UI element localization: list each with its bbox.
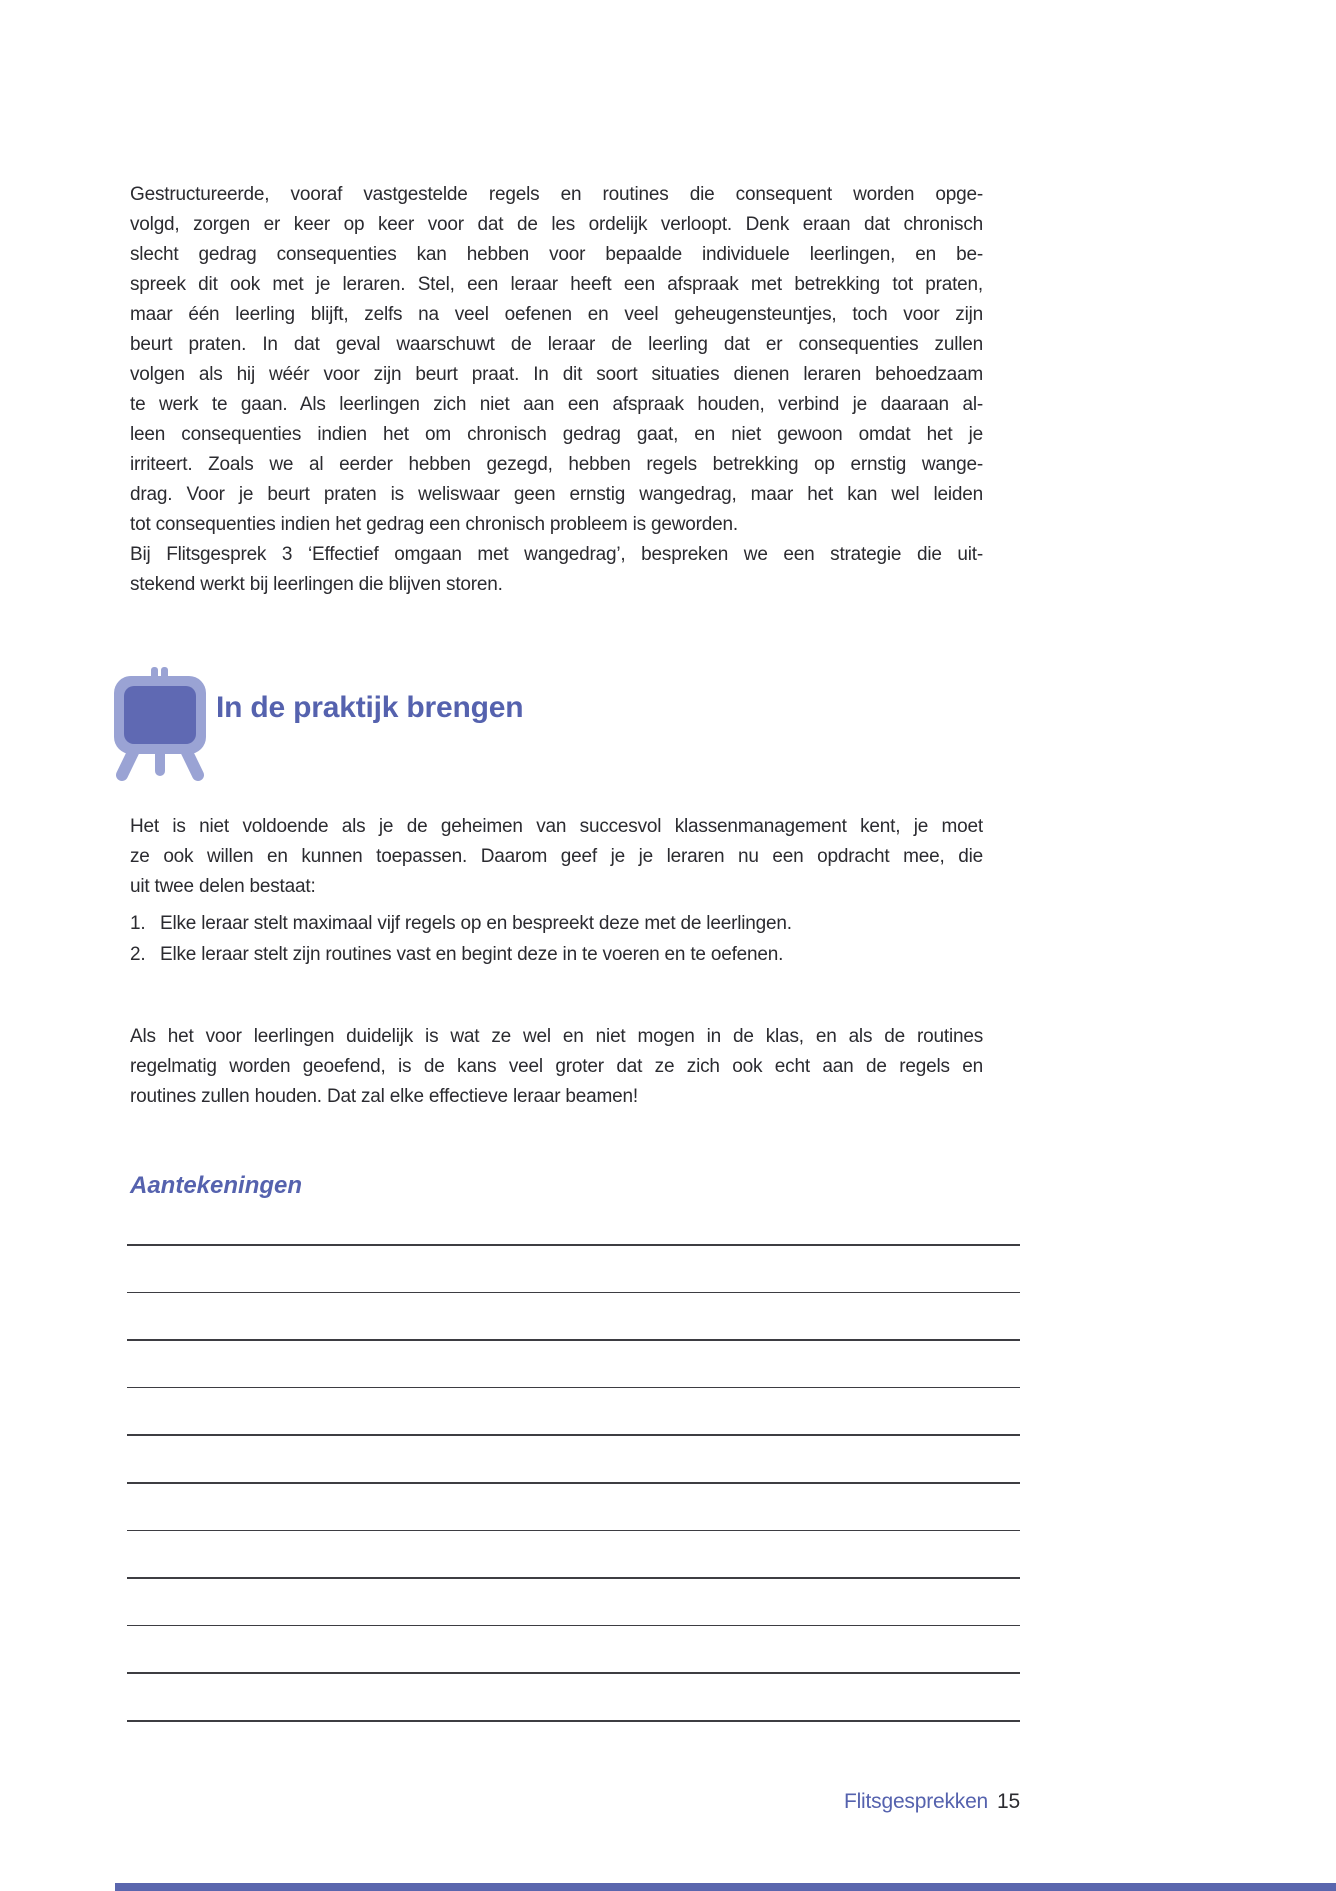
- list-item-text: Elke leraar stelt maximaal vijf regels op en bespreekt deze met de leerlingen.: [160, 913, 792, 934]
- whiteboard-easel-icon: [110, 664, 210, 784]
- practice-heading: In de praktijk brengen: [216, 691, 524, 724]
- note-ruled-line: [127, 1672, 1020, 1674]
- text-line: volgen als hij wéér voor zijn beurt praat. In dit soort situaties dienen leraren behoedzaam: [130, 364, 983, 385]
- text-line: Gestructureerde, vooraf vastgestelde regels en routines die consequent worden opge-: [130, 184, 983, 205]
- book-title: Flitsgesprekken: [843, 1790, 989, 1813]
- text-line: irriteert. Zoals we al eerder hebben gezegd, hebben regels betrekking op ernstig wange-: [130, 454, 983, 475]
- text-line: Bij Flitsgesprek 3 ‘Effectief omgaan met wangedrag’, bespreken we een strategie die uit-: [130, 544, 983, 565]
- intro-paragraph-2: [130, 540, 983, 600]
- list-item-number: 2.: [130, 944, 146, 965]
- text-line: spreek dit ook met je leraren. Stel, een leraar heeft een afspraak met betrekking tot praten,: [130, 274, 983, 295]
- page-footer: [130, 1789, 1020, 1815]
- note-ruled-line: [127, 1482, 1020, 1484]
- list-item-number: 1.: [130, 913, 146, 934]
- text-line: tot consequenties indien het gedrag een chronisch probleem is geworden.: [130, 514, 738, 535]
- text-line: regelmatig worden geoefend, is de kans veel groter dat ze zich ook echt aan de regels en: [130, 1056, 983, 1077]
- practice-section-header: [110, 664, 810, 786]
- note-ruled-line: [127, 1577, 1020, 1579]
- text-line: leen consequenties indien het om chronisch gedrag gaat, en niet gewoon omdat het je: [130, 424, 983, 445]
- practice-paragraph: [130, 812, 983, 902]
- text-line: ze ook willen en kunnen toepassen. Daarom geef je je leraren nu een opdracht mee, die: [130, 846, 983, 867]
- note-ruled-line: [127, 1292, 1020, 1294]
- text-line: maar één leerling blijft, zelfs na veel oefenen en veel geheugensteuntjes, toch voor zijn: [130, 304, 983, 325]
- text-line: Als het voor leerlingen duidelijk is wat ze wel en niet mogen in de klas, en als de routines: [130, 1026, 983, 1047]
- text-line: volgd, zorgen er keer op keer voor dat de les ordelijk verloopt. Denk eraan dat chronisch: [130, 214, 983, 235]
- text-line: uit twee delen bestaat:: [130, 876, 316, 897]
- notes-ruled-lines: [127, 1244, 1020, 1734]
- list-item: [130, 908, 983, 939]
- list-item-text: Elke leraar stelt zijn routines vast en begint deze in te voeren en te oefenen.: [160, 944, 784, 965]
- note-ruled-line: [127, 1387, 1020, 1389]
- intro-paragraph-1: [130, 180, 983, 540]
- notes-heading: Aantekeningen: [130, 1172, 303, 1199]
- note-ruled-line: [127, 1434, 1020, 1436]
- text-line: beurt praten. In dat geval waarschuwt de leraar de leerling dat er consequenties zullen: [130, 334, 983, 355]
- text-line: routines zullen houden. Dat zal elke effectieve leraar beamen!: [130, 1086, 638, 1107]
- text-line: drag. Voor je beurt praten is weliswaar geen ernstig wangedrag, maar het kan wel leiden: [130, 484, 983, 505]
- bottom-accent-bar: [115, 1883, 1336, 1891]
- note-ruled-line: [127, 1530, 1020, 1532]
- text-line: te werk te gaan. Als leerlingen zich niet aan een afspraak houden, verbind je daaraan al-: [130, 394, 983, 415]
- page-number: 15: [997, 1790, 1020, 1813]
- list-item: [130, 939, 983, 970]
- assignment-list: [130, 908, 983, 970]
- closing-paragraph: [130, 1022, 983, 1112]
- text-line: slecht gedrag consequenties kan hebben voor bepaalde individuele leerlingen, en be-: [130, 244, 983, 265]
- note-ruled-line: [127, 1339, 1020, 1341]
- text-line: Het is niet voldoende als je de geheimen van succesvol klassenmanagement kent, je moet: [130, 816, 983, 837]
- text-line: stekend werkt bij leerlingen die blijven storen.: [130, 574, 503, 595]
- note-ruled-line: [127, 1720, 1020, 1722]
- note-ruled-line: [127, 1244, 1020, 1246]
- note-ruled-line: [127, 1625, 1020, 1627]
